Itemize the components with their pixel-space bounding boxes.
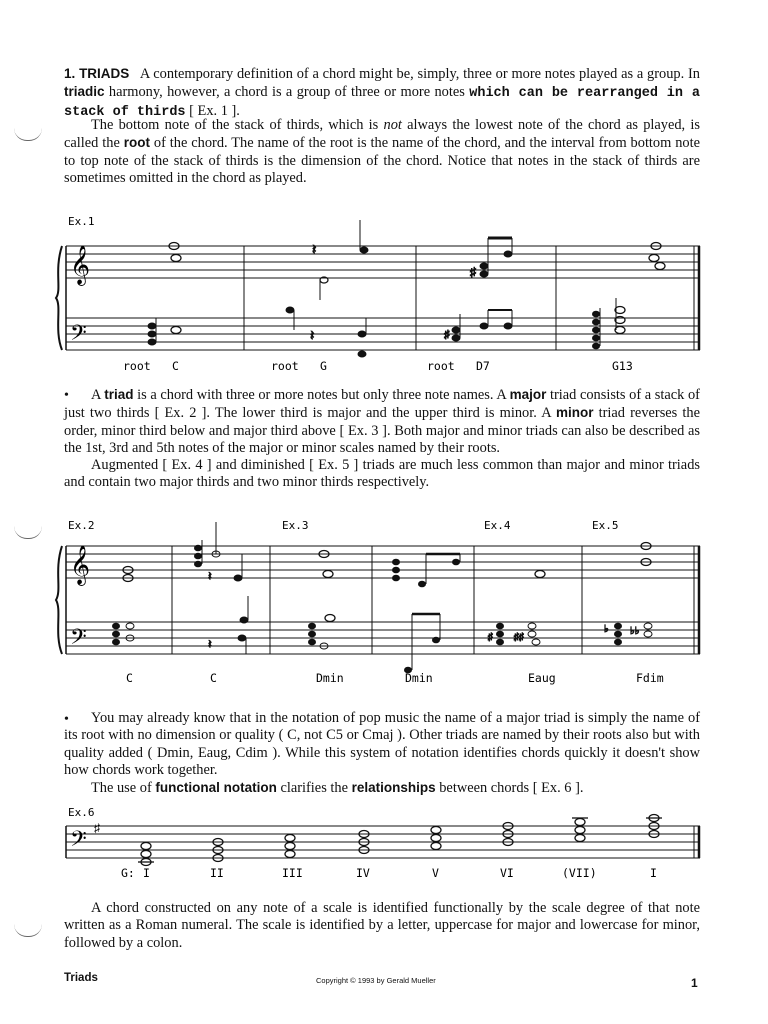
bass-staff <box>66 826 700 858</box>
root-text: of the chord. The name of the root is the name of the chord, and the interval from bottom note to top note of the stack of thirds is the dimension of the chord. Notice that notes in the stack of thirds are sometimes omitted in the chord as played. <box>64 135 700 186</box>
roman-numeral: III <box>282 866 303 880</box>
roman-numeral: V <box>432 866 439 880</box>
chord-name: G13 <box>612 359 633 373</box>
term-minor: minor <box>555 405 594 421</box>
aug-dim-text: Augmented [ Ex. 4 ] and diminished [ Ex. 5 ] triads are much less common than major and minor triads and contain two major thirds and two minor thirds respectively. <box>64 457 700 491</box>
brace-icon <box>56 546 62 654</box>
triad-paragraph <box>64 386 700 492</box>
root-text: The bottom note of the stack of thirds, which is <box>91 117 379 133</box>
example-1-staff <box>0 210 768 380</box>
footer-chapter-title: Triads <box>64 972 98 984</box>
ex1-label: Ex.1 <box>68 215 95 228</box>
pop-text: The use of <box>91 780 152 797</box>
chord-name: C <box>210 671 217 685</box>
roman-numeral: II <box>210 866 224 880</box>
svg-text:♯: ♯ <box>444 329 450 341</box>
svg-text:𝄽: 𝄽 <box>312 243 317 258</box>
margin-mark <box>14 128 42 141</box>
root-text: always the lowest note of the chord as played, is called the <box>64 117 700 152</box>
roman-numeral: I <box>650 866 657 880</box>
section-number: 1. <box>64 66 76 81</box>
ex6-label: Ex.6 <box>68 806 95 819</box>
pop-text: You may already know that in the notation of pop music the name of a major triad is simply the name of its root with no dimension or quality ( C, not C5 or Cmaj ). Other triads are named by their roots also but with quality added ( Dmin, Eaug, Cdim ). While this system of notation identifies chords quickly it doesn't show how chords work together. <box>64 710 700 778</box>
term-functional-notation: functional notation <box>155 780 277 796</box>
ex6-numeral-labels <box>121 866 657 880</box>
intro-text: A contemporary definition of a chord might be, simply, three or more notes played as a group. In <box>139 66 700 82</box>
treble-staff <box>66 246 700 278</box>
ex-ref: [ Ex. 1 ]. <box>189 102 240 119</box>
svg-text:♭♭: ♭♭ <box>630 626 640 637</box>
key-label: G: <box>121 866 135 880</box>
chord-name: Fdim <box>636 671 664 685</box>
chord-name: C <box>126 671 133 685</box>
bass-staff <box>66 318 700 350</box>
root-label: root <box>271 359 299 373</box>
chord-name: D7 <box>476 359 490 373</box>
ex3-label: Ex.3 <box>282 519 309 532</box>
bullet: • <box>64 712 69 727</box>
triad-text: A <box>91 387 101 403</box>
final-paragraph <box>64 900 700 952</box>
sharp-key-signature-icon: ♯ <box>94 821 100 835</box>
term-major: major <box>509 387 547 402</box>
root-paragraph <box>64 117 700 187</box>
brace-icon <box>56 246 62 350</box>
svg-text:♯: ♯ <box>470 265 476 279</box>
root-label: root <box>427 359 455 373</box>
triad-text: triad consists of a stack of just two thirds [ Ex. 2 ]. The lower third is major and the upper third is minor. A <box>64 387 700 422</box>
bass-clef-icon: 𝄢 <box>70 625 87 655</box>
bass-clef-icon: 𝄢 <box>70 321 87 351</box>
svg-text:𝄽: 𝄽 <box>208 637 212 651</box>
roman-numeral: IV <box>356 866 370 880</box>
example-2-5-staff <box>0 514 768 694</box>
ex2-label: Ex.2 <box>68 519 95 532</box>
pop-text: between chords [ Ex. 6 ]. <box>439 780 584 797</box>
root-label: root <box>123 359 151 373</box>
roman-numeral: (VII) <box>562 866 597 880</box>
svg-text:♭: ♭ <box>604 624 609 635</box>
chord-name: G <box>320 359 327 373</box>
treble-clef-icon: 𝄞 <box>70 545 91 585</box>
final-text: A chord constructed on any note of a scale is identified functionally by the scale degree of that note written as a Roman numeral. The scale is identified by a letter, uppercase for major and lowercase for minor, followed by a colon. <box>64 900 700 951</box>
term-triadic: triadic <box>64 84 105 100</box>
pop-text: clarifies the <box>280 780 348 797</box>
stack-of-thirds-phrase: which can be rearranged in a stack of thirds <box>64 86 700 120</box>
ex5-label: Ex.5 <box>592 519 619 532</box>
bullet: • <box>64 388 69 403</box>
chord-name: Dmin <box>405 671 433 685</box>
footer-copyright: Copyright © 1993 by Gerald Mueller <box>316 976 436 985</box>
intro-paragraph <box>64 65 700 121</box>
term-not: not <box>383 117 402 133</box>
page-number: 1 <box>691 976 698 990</box>
treble-clef-icon: 𝄞 <box>70 245 91 285</box>
svg-text:♯: ♯ <box>488 632 493 643</box>
ex4-label: Ex.4 <box>484 519 511 532</box>
chord-name: C <box>172 359 179 373</box>
term-triad: triad <box>104 387 134 402</box>
svg-text:𝄽: 𝄽 <box>208 569 212 583</box>
bass-clef-icon: 𝄢 <box>70 827 87 857</box>
roman-numeral: I <box>143 866 150 880</box>
term-relationships: relationships <box>351 780 436 796</box>
term-root: root <box>123 135 150 151</box>
section-title: TRIADS <box>79 66 130 81</box>
triad-text: triad reverses the order, minor third below and major third above [ Ex. 3 ]. Both major and minor triads can also be described as the 1st, 3rd and 5th notes of the major or minor scales named by their roots. <box>64 405 701 456</box>
ex1-notes <box>148 220 665 357</box>
roman-numeral: VI <box>500 866 514 880</box>
ex2-5-notes <box>113 522 653 673</box>
pop-paragraph <box>64 710 700 797</box>
chord-name: Dmin <box>316 671 344 685</box>
intro-text: harmony, however, a chord is a group of three or more notes <box>108 84 465 101</box>
ex2-5-labels <box>68 519 619 532</box>
triad-text: is a chord with three or more notes but only three note names. A <box>137 387 506 403</box>
svg-text:♯♯: ♯♯ <box>514 632 524 643</box>
chord-name: Eaug <box>528 671 556 685</box>
treble-staff <box>66 546 700 578</box>
svg-text:𝄽: 𝄽 <box>310 329 315 344</box>
ex1-chord-labels <box>123 359 633 373</box>
example-6-staff <box>0 802 768 882</box>
margin-mark <box>14 924 42 937</box>
ex2-5-chord-labels <box>126 671 664 685</box>
